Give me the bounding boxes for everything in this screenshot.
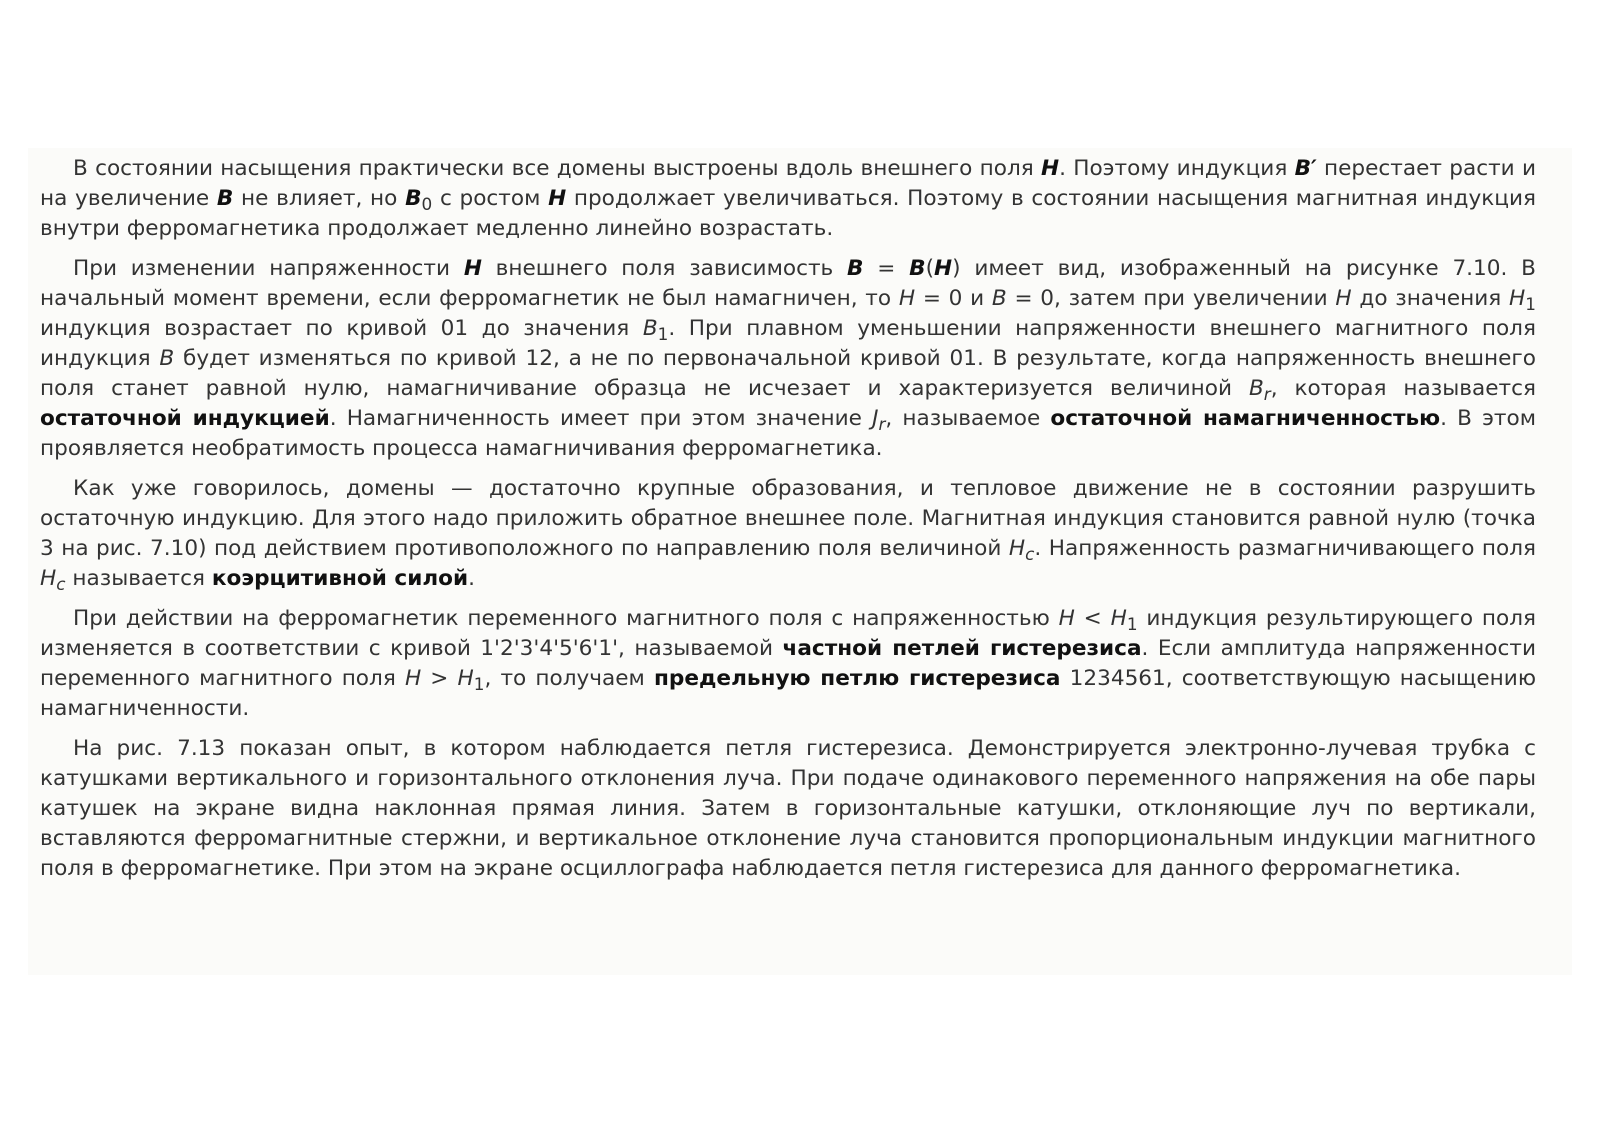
vector-symbol: B	[909, 256, 926, 281]
term: остаточной индукцией	[40, 406, 330, 431]
text-run: . Напряженность размагничивающего поля	[1034, 536, 1536, 561]
vector-symbol: B	[405, 186, 422, 211]
vector-symbol: B	[847, 256, 864, 281]
text-run: .	[468, 566, 475, 591]
vector-symbol: B′	[1294, 156, 1317, 181]
subscript: 1	[473, 674, 485, 695]
scalar-symbol: H	[1008, 536, 1026, 561]
paragraph-saturation	[40, 154, 1536, 244]
scalar-symbol: H	[404, 666, 422, 691]
text-run: В состоянии насыщения практически все домены выстроены вдоль внешнего поля	[73, 156, 1042, 181]
scalar-symbol: H	[1058, 606, 1075, 631]
text-run: не влияет, но	[233, 186, 406, 211]
term: предельную петлю гистерезиса	[653, 666, 1061, 691]
subscript: 1	[1525, 294, 1537, 315]
scalar-symbol: J	[872, 406, 879, 431]
text-run: продолжает увеличиваться. Поэтому в состоянии насыщения магнитная индукция внутри ферромагнетика продолжает медленно линейно возрастать.	[40, 186, 1536, 241]
scalar-symbol: B	[1248, 376, 1264, 401]
subscript: r	[1263, 384, 1271, 405]
vector-symbol: H	[1041, 156, 1060, 181]
term: частной петлей гистерезиса	[782, 636, 1142, 661]
subscript: 1	[1126, 614, 1138, 635]
text-page	[28, 148, 1572, 975]
text-run: , называемое	[885, 406, 1051, 431]
text-run: , то получаем	[484, 666, 654, 691]
subscript: 0	[421, 194, 433, 215]
term: остаточной намагниченностью	[1050, 406, 1441, 431]
text-run: При изменении напряженности	[73, 256, 464, 281]
text-run: 1234561, соответствующую насыщению намагниченности.	[40, 666, 1537, 721]
text-run: называется	[65, 566, 212, 591]
text-run: При действии на ферромагнетик переменного магнитного поля с напряженностью	[73, 606, 1059, 631]
vector-symbol: H	[463, 256, 482, 281]
subscript: c	[56, 574, 66, 595]
text-run: . Поэтому индукция	[1059, 156, 1295, 181]
scalar-symbol: B	[642, 316, 658, 341]
text-run: перестает расти и на увеличение	[40, 156, 1536, 211]
text-run: внешнего поля зависимость	[481, 256, 848, 281]
text-run: будет изменяться по кривой 12, а не по первоначальной кривой 01. В результате, когда напряженность внешнего поля станет равной нулю, намагничивание образца не исчезает и характеризуется величиной	[40, 346, 1536, 401]
scalar-symbol: H	[1509, 286, 1526, 311]
text-run: . Если амплитуда напряженности переменного магнитного поля	[40, 636, 1536, 691]
paragraph-remanence	[40, 254, 1536, 464]
subscript: c	[1025, 544, 1035, 565]
text-run: , которая называется	[1270, 376, 1536, 401]
subscript: 1	[657, 324, 669, 345]
text-run: (	[925, 256, 935, 281]
text-run: . При плавном уменьшении напряженности внешнего магнитного поля индукция	[40, 316, 1536, 371]
paragraph-experiment	[40, 734, 1536, 884]
scalar-symbol: H	[457, 666, 474, 691]
text-run: . Намагниченность имеет при этом значение	[329, 406, 873, 431]
text-run: индукция возрастает по кривой 01 до значения	[40, 316, 643, 341]
scalar-symbol: H	[1335, 286, 1352, 311]
scalar-symbol: H	[40, 566, 57, 591]
text-run: = 0, затем при увеличении	[1006, 286, 1336, 311]
text-run: <	[1074, 606, 1111, 631]
vector-symbol: H	[548, 186, 567, 211]
scalar-symbol: B	[991, 286, 1007, 311]
scalar-symbol: H	[898, 286, 916, 311]
subscript: r	[878, 414, 886, 435]
vector-symbol: B	[216, 186, 234, 211]
scalar-symbol: B	[159, 346, 175, 371]
text-run: >	[421, 666, 458, 691]
paragraph-hysteresis-loops	[40, 604, 1536, 724]
text-run: индукция результирующего поля изменяется в соответствии с кривой 1'2'3'4'5'6'1', называемой	[40, 606, 1536, 661]
scalar-symbol: H	[1110, 606, 1127, 631]
term: коэрцитивной силой	[211, 566, 469, 591]
text-run: = 0 и	[915, 286, 992, 311]
text-run: На рис. 7.13 показан опыт, в котором наблюдается петля гистерезиса. Демонстрируется электронно-лучевая трубка с катушками вертикального и горизонтального отклонения луча. При подаче одинакового переменного напряжения на обе пары катушек на экране видна наклонная прямая линия. Затем в горизонтальные катушки, отклоняющие луч по вертикали, вставляются ферромагнитные стержни, и вертикальное отклонение луча становится пропорциональным индукции магнитного поля в ферромагнетике. При этом на экране осциллографа наблюдается петля гистерезиса для данного ферромагнетика.	[40, 736, 1536, 881]
paragraph-coercivity	[40, 474, 1536, 594]
text-run: . В этом проявляется необратимость процесса намагничивания ферромагнетика.	[40, 406, 1537, 461]
text-run: до значения	[1351, 286, 1510, 311]
text-run: Как уже говорилось, домены — достаточно крупные образования, и тепловое движение не в состоянии разрушить остаточную индукцию. Для этого надо приложить обратное внешнее поле. Магнитная индукция становится равной нулю (точка 3 на рис. 7.10) под действием противоположного по направлению поля величиной	[40, 476, 1536, 561]
text-run: с ростом	[432, 186, 549, 211]
text-run: =	[863, 256, 910, 281]
vector-symbol: H	[934, 256, 953, 281]
text-run: ) имеет вид, изображенный на рисунке 7.10. В начальный момент времени, если ферромагнетик не был намагничен, то	[40, 256, 1536, 311]
